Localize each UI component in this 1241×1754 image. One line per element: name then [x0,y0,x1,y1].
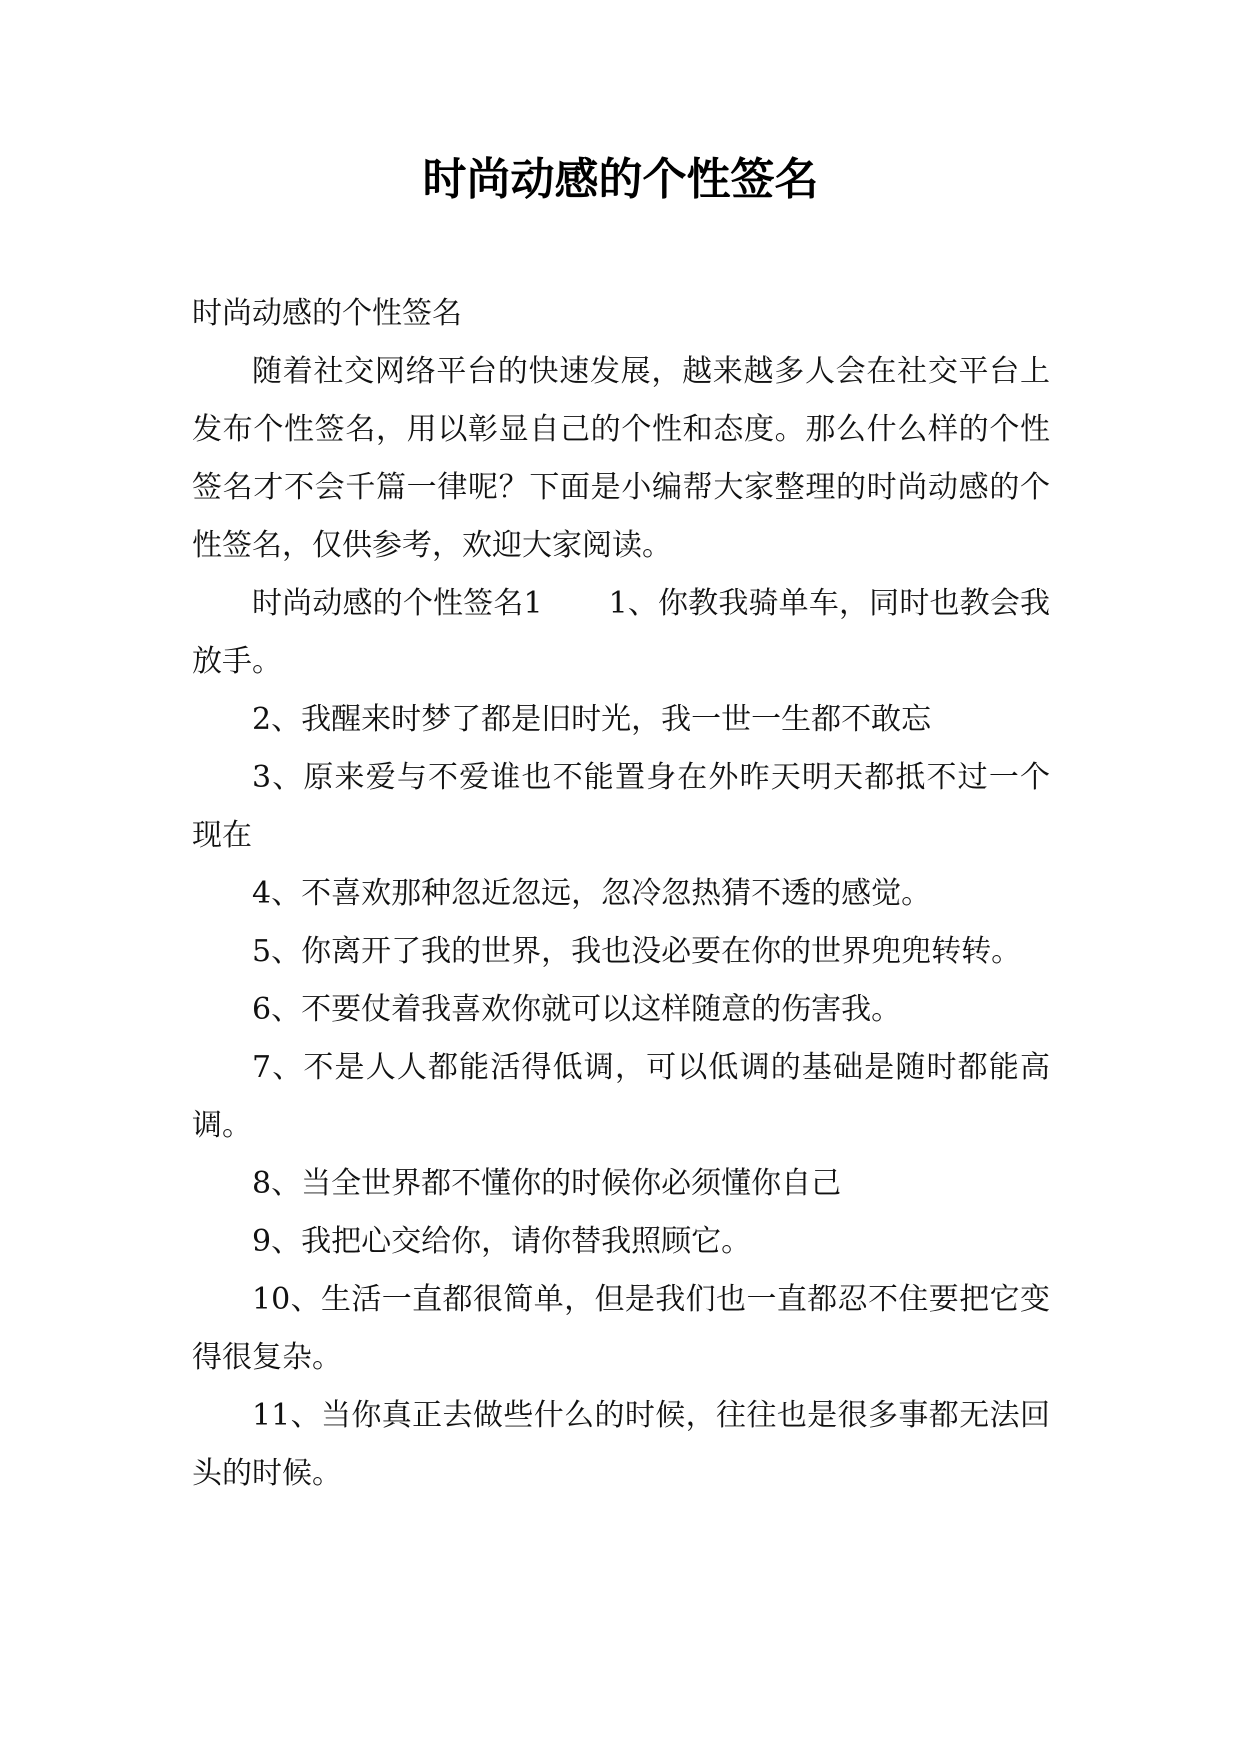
list-item: 10、生活一直都很简单，但是我们也一直都忍不住要把它变得很复杂。 [192,1282,1050,1375]
list-item: 8、当全世界都不懂你的时候你必须懂你自己 [252,1166,842,1201]
list-item: 3、原来爱与不爱谁也不能置身在外昨天明天都抵不过一个现在 [192,760,1050,853]
section-1-paragraph [192,575,1050,691]
list-item: 6、不要仗着我喜欢你就可以这样随意的伤害我。 [252,992,902,1027]
list-item: 4、不喜欢那种忽近忽远，忽冷忽热猜不透的感觉。 [252,876,932,911]
list-item: 5、你离开了我的世界，我也没必要在你的世界兜兜转转。 [252,934,1022,969]
document-subtitle: 时尚动感的个性签名 [192,296,462,331]
intro-paragraph: 随着社交网络平台的快速发展，越来越多人会在社交平台上发布个性签名，用以彰显自己的个性和态度。那么什么样的个性签名才不会千篇一律呢？下面是小编帮大家整理的时尚动感的个性签名，仅供参考，欢迎大家阅读。 [192,354,1050,563]
section-heading: 时尚动感的个性签名1 [252,586,543,621]
list-item: 2、我醒来时梦了都是旧时光，我一世一生都不敢忘 [252,702,932,737]
list-item: 1、你教我骑单车，同时也教会我放手。 [192,586,1051,679]
list-item: 7、不是人人都能活得低调，可以低调的基础是随时都能高调。 [192,1050,1050,1143]
list-item: 9、我把心交给你，请你替我照顾它。 [252,1224,752,1259]
list-item: 11、当你真正去做些什么的时候，往往也是很多事都无法回头的时候。 [192,1398,1050,1491]
document-body [192,285,1050,1503]
document-title: 时尚动感的个性签名 [422,154,819,205]
